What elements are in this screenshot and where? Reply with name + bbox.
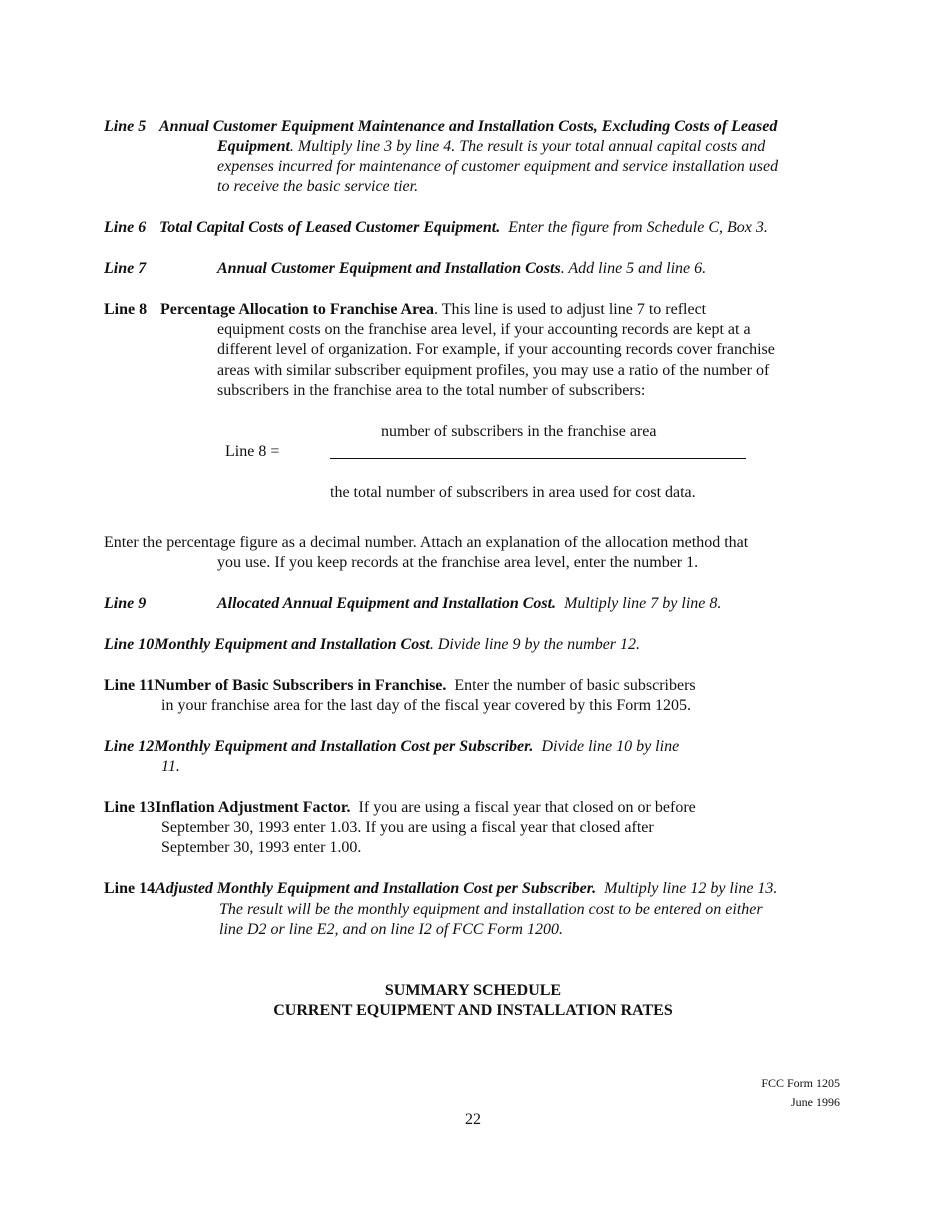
- formula-label: Line 8 =: [225, 443, 280, 460]
- formula-denominator: the total number of subscribers in area used for cost data.: [330, 484, 696, 501]
- line11-title: Number of Basic Subscribers in Franchise.: [154, 677, 447, 694]
- line12-text-l2: 11.: [161, 758, 180, 775]
- line5-label: Line 5: [104, 118, 147, 135]
- summary-heading-l1: SUMMARY SCHEDULE: [384, 982, 562, 999]
- line6-title: Total Capital Costs of Leased Customer Equipment.: [159, 219, 501, 236]
- line10-label: Line 10: [104, 636, 155, 653]
- line7-title: Annual Customer Equipment and Installation Costs: [217, 260, 561, 277]
- line8-text-l4: areas with similar subscriber equipment profiles, you may use a ratio of the number of: [217, 362, 770, 379]
- line11-text: Enter the number of basic subscribers: [454, 677, 696, 694]
- line5-text-l4: to receive the basic service tier.: [217, 178, 419, 195]
- line7-label: Line 7: [104, 260, 147, 277]
- line9-label: Line 9: [104, 595, 147, 612]
- line10-title: Monthly Equipment and Installation Cost: [154, 636, 430, 653]
- line14-text: Multiply line 12 by line 13.: [604, 880, 778, 897]
- line13-text: If you are using a fiscal year that closed on or before: [358, 799, 696, 816]
- line13-text-l3: September 30, 1993 enter 1.00.: [161, 839, 362, 856]
- line9-text: Multiply line 7 by line 8.: [564, 595, 722, 612]
- line10-text: . Divide line 9 by the number 12.: [429, 636, 641, 653]
- line9-title: Allocated Annual Equipment and Installation Cost.: [217, 595, 557, 612]
- line5-text: . Multiply line 3 by line 4. The result is your total annual capital costs and: [289, 138, 766, 155]
- line11-label: Line 11: [104, 677, 155, 694]
- form-name: FCC Form 1205: [761, 1076, 840, 1090]
- line8-text: . This line is used to adjust line 7 to reflect: [434, 301, 707, 318]
- line6-text: Enter the figure from Schedule C, Box 3.: [508, 219, 768, 236]
- form-date: June 1996: [791, 1095, 840, 1109]
- line8-text-l5: subscribers in the franchise area to the total number of subscribers:: [217, 382, 646, 399]
- line8-after-l2: you use. If you keep records at the franchise area level, enter the number 1.: [217, 554, 699, 571]
- line5-title-cont: Equipment: [217, 138, 290, 155]
- line13-title: Inflation Adjustment Factor.: [155, 799, 351, 816]
- page-number: 22: [465, 1111, 481, 1128]
- line5-title: Annual Customer Equipment Maintenance and Installation Costs, Excluding Costs of Leased: [159, 118, 778, 135]
- line12-text: Divide line 10 by line: [541, 738, 680, 755]
- formula-numerator: number of subscribers in the franchise area: [381, 423, 657, 440]
- line8-text-l2: equipment costs on the franchise area level, if your accounting records are kept at a: [217, 321, 751, 338]
- line11-text-l2: in your franchise area for the last day of the fiscal year covered by this Form 1205.: [161, 697, 692, 714]
- line8-label: Line 8: [104, 301, 148, 318]
- line13-label: Line 13: [104, 799, 156, 816]
- line14-label: Line 14: [104, 880, 156, 897]
- line8-title: Percentage Allocation to Franchise Area: [160, 301, 435, 318]
- line12-label: Line 12: [104, 738, 155, 755]
- line8-after-l1: Enter the percentage figure as a decimal number. Attach an explanation of the allocation method that: [104, 534, 749, 551]
- summary-heading-l2: CURRENT EQUIPMENT AND INSTALLATION RATES: [273, 1002, 673, 1019]
- line13-text-l2: September 30, 1993 enter 1.03. If you are using a fiscal year that closed after: [161, 819, 654, 836]
- line14-text-l2: The result will be the monthly equipment and installation cost to be entered on either: [219, 901, 763, 918]
- fraction-bar: [330, 458, 746, 459]
- line5-text-l3: expenses incurred for maintenance of customer equipment and service installation used: [217, 158, 779, 175]
- line14-title: Adjusted Monthly Equipment and Installation Cost per Subscriber.: [155, 880, 597, 897]
- line6-label: Line 6: [104, 219, 147, 236]
- line12-title: Monthly Equipment and Installation Cost per Subscriber.: [154, 738, 534, 755]
- line7-text: . Add line 5 and line 6.: [560, 260, 707, 277]
- line14-text-l3: line D2 or line E2, and on line I2 of FCC Form 1200.: [219, 921, 563, 938]
- line8-text-l3: different level of organization. For example, if your accounting records cover franchise: [217, 341, 775, 358]
